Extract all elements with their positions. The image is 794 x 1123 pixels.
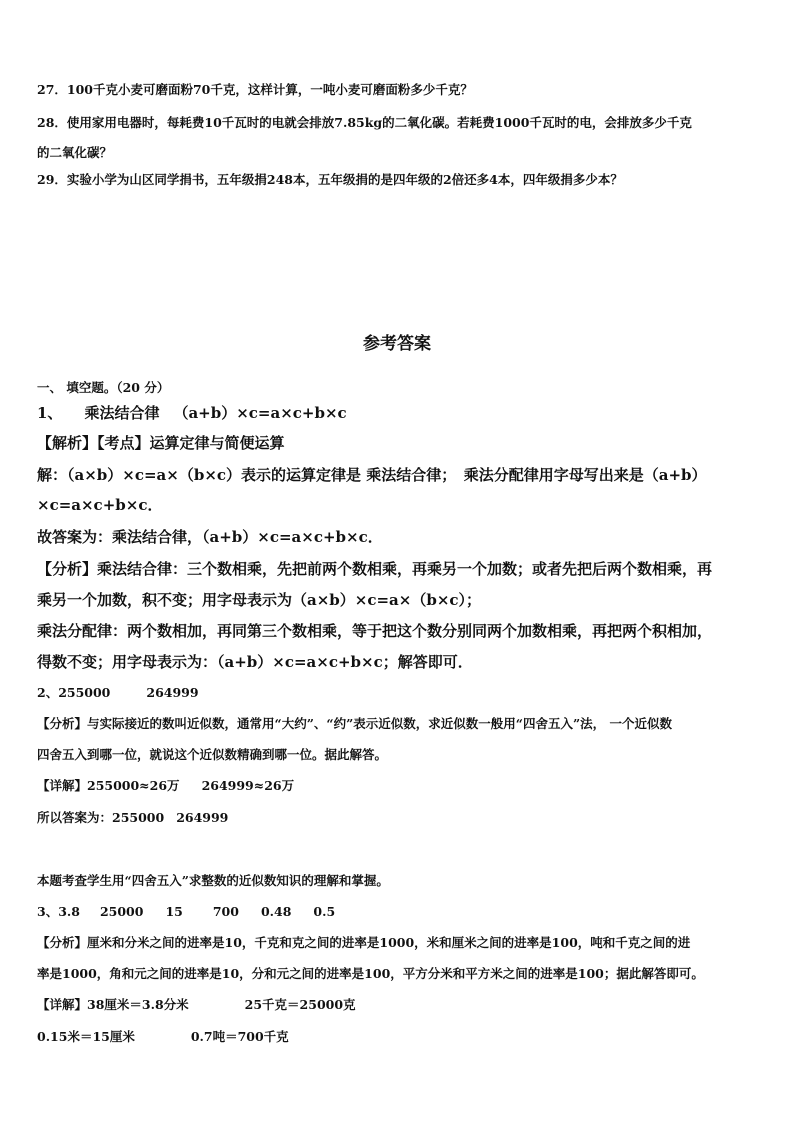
- answer-1-conclusion: 故答案为：乘法结合律，（a+b）×c=a×c+b×c．: [37, 528, 383, 546]
- answer-2-detail-a: 【详解】255000≈26万: [37, 778, 180, 793]
- answer-3-detail: [37, 999, 356, 1012]
- answer-3-blank-3: 15: [165, 904, 183, 919]
- answer-3-blank-1: 3、3.8: [37, 904, 80, 919]
- section-heading: 一、 填空题。（20 分）: [37, 380, 170, 395]
- answer-2-analysis-line1: 【分析】与实际接近的数叫近似数，通常用“大约”、“约”表示近似数，求近似数一般用“四舍五入”法， 一个近似数: [37, 716, 672, 731]
- answer-3-blank-6: 0.5: [313, 904, 336, 919]
- answer-3-analysis-line2: 率是1000，角和元之间的进率是10，分和元之间的进率是100，平方分米和平方米之间的进率是100；据此解答即可。: [37, 966, 704, 981]
- answer-3-blank-5: 0.48: [260, 904, 292, 919]
- answer-2-final-a: 所以答案为：255000: [37, 810, 165, 825]
- answer-1-solution-line2: ×c=a×c+b×c．: [37, 496, 163, 514]
- answer-1-analysis-line3: 乘法分配律：两个数相加，再同第三个数相乘，等于把这个数分别同两个加数相乘，再把两个积相加，: [37, 622, 713, 640]
- question-28-line1: 28．使用家用电器时，每耗费10千瓦时的电就会排放7.85kg的二氧化碳。若耗费1000千瓦时的电，会排放多少千克: [37, 115, 692, 130]
- answer-2-detail: [37, 780, 294, 793]
- answer-2-note: 本题考查学生用“四舍五入”求整数的近似数知识的理解和掌握。: [37, 873, 389, 888]
- question-27: 27．100千克小麦可磨面粉70千克，这样计算，一吨小麦可磨面粉多少千克？: [37, 82, 473, 97]
- answer-1-blank-1: 乘法结合律: [84, 404, 160, 422]
- answer-3-blank-2: 25000: [99, 904, 144, 919]
- answer-3-detail-b: 25千克＝25000克: [244, 997, 356, 1012]
- answer-3-detail-line2: [37, 1031, 289, 1044]
- answer-2-analysis-line2: 四舍五入到哪一位，就说这个近似数精确到哪一位。据此解答。: [37, 747, 388, 762]
- answers-title: 参考答案: [363, 334, 431, 354]
- answer-3-blank-4: 700: [212, 904, 239, 919]
- answer-1-kaodian: 【解析】【考点】运算定律与简便运算: [37, 434, 285, 452]
- answer-3-analysis-line1: 【分析】厘米和分米之间的进率是10，千克和克之间的进率是1000，米和厘米之间的进率是100，吨和千克之间的进: [37, 935, 691, 950]
- answer-1-analysis-line2: 乘另一个加数，积不变；用字母表示为（a×b）×c=a×（b×c）；: [37, 591, 482, 609]
- question-29: 29．实验小学为山区同学捐书，五年级捐248本，五年级捐的是四年级的2倍还多4本，四年级捐多少本？: [37, 172, 623, 187]
- answer-3-row: [37, 906, 335, 919]
- answer-1-blank-2: （a+b）×c=a×c+b×c: [173, 404, 347, 422]
- answer-1-analysis-line1: 【分析】乘法结合律：三个数相乘，先把前两个数相乘，再乘另一个加数；或者先把后两个数相乘，再: [37, 560, 713, 578]
- answer-2-row: [37, 687, 199, 700]
- answer-2-blank-1: 2、255000: [37, 685, 111, 700]
- answer-2-blank-2: 264999: [146, 685, 199, 700]
- answer-1-analysis-line4: 得数不变；用字母表示为：（a+b）×c=a×c+b×c；解答即可．: [37, 653, 473, 671]
- answer-3-detail-c: 0.15米＝15厘米: [37, 1029, 135, 1044]
- answer-2-final-b: 264999: [176, 810, 229, 825]
- answer-1-number: 1、: [37, 404, 63, 422]
- answer-1-row: [37, 406, 347, 421]
- answer-3-detail-a: 【详解】38厘米＝3.8分米: [37, 997, 189, 1012]
- answer-1-solution-line1: 解：（a×b）×c=a×（b×c）表示的运算定律是 乘法结合律； 乘法分配律用字母写出来是（a+b）: [37, 466, 707, 484]
- answer-3-detail-d: 0.7吨＝700千克: [190, 1029, 289, 1044]
- answer-2-detail-b: 264999≈26万: [201, 778, 295, 793]
- answer-2-final: [37, 812, 228, 825]
- question-28-line2: 的二氧化碳？: [37, 145, 113, 160]
